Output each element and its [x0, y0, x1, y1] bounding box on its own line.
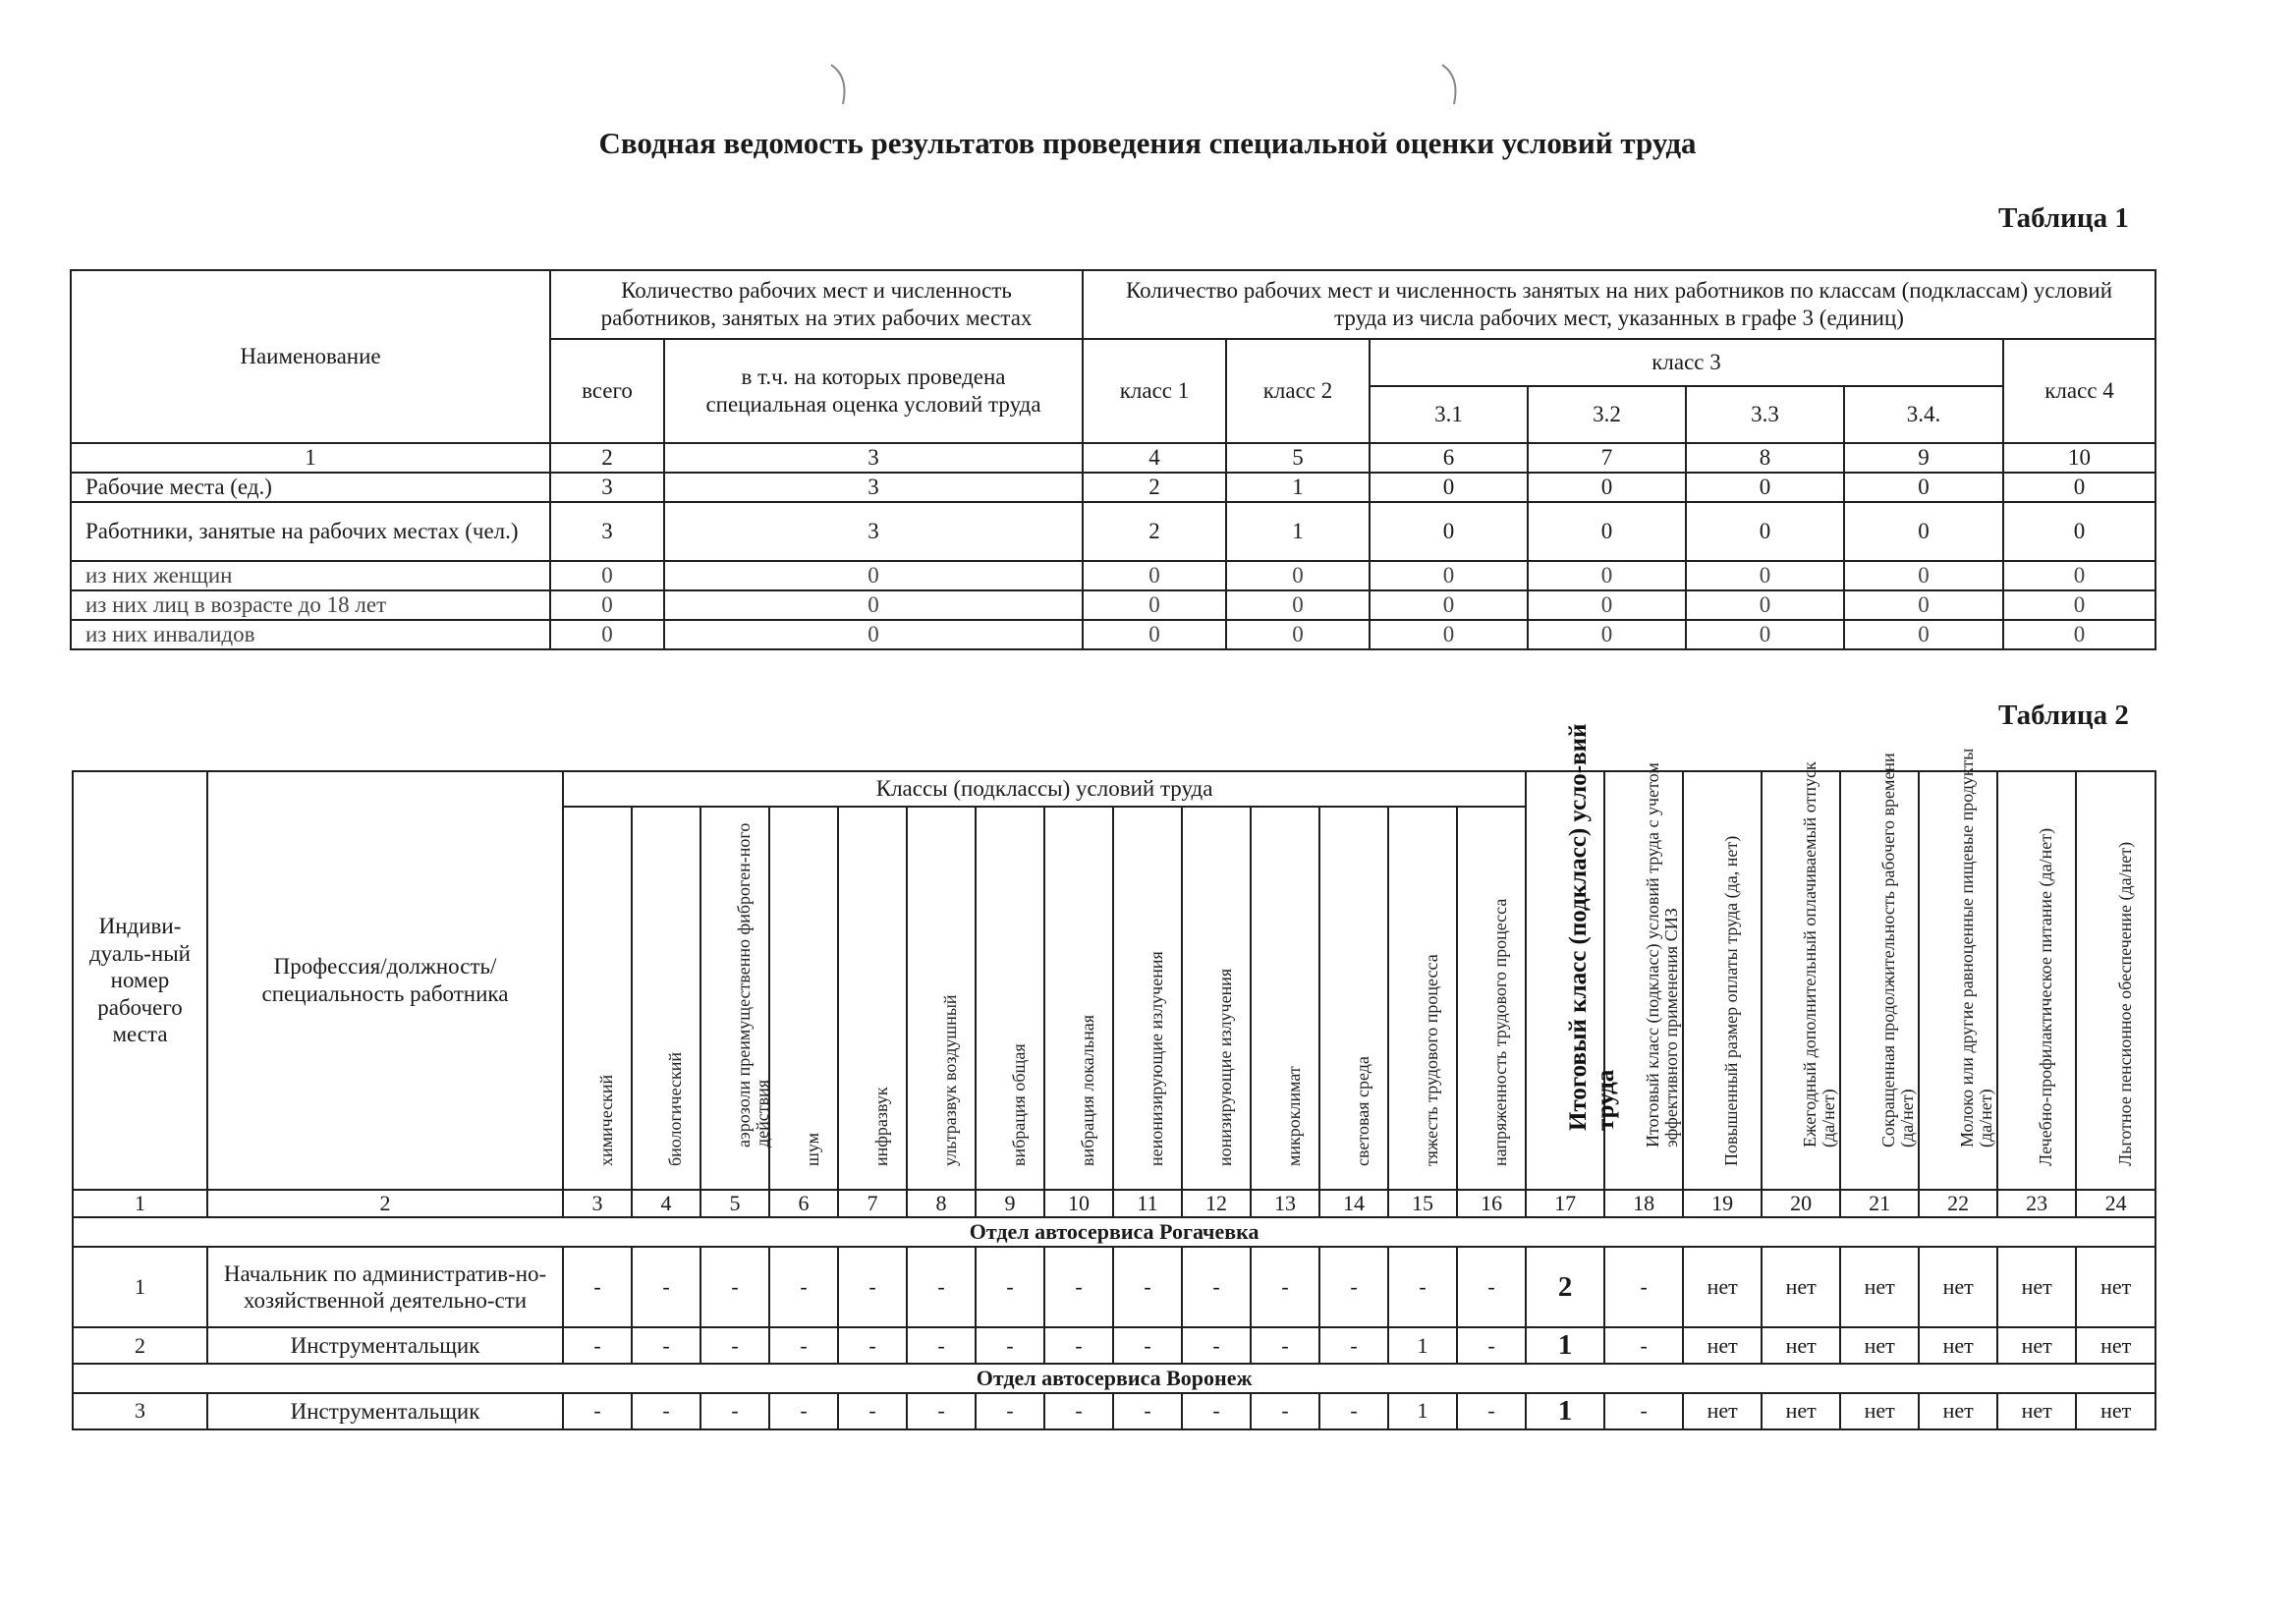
table-row — [73, 1327, 2155, 1364]
section-title: Отдел автосервиса Воронеж — [73, 1364, 2155, 1393]
benefit-value: нет — [2076, 1247, 2155, 1327]
benefit-label: Льготное пенсионное обеспечение (да/нет) — [2114, 841, 2135, 1167]
profession: Начальник по административ-но-хозяйственной деятельно-сти — [207, 1247, 563, 1327]
header-benefit-pension — [2076, 771, 2155, 1190]
cell: 3 — [664, 473, 1083, 502]
final-class: 1 — [1526, 1327, 1604, 1364]
cell: 0 — [2003, 620, 2155, 649]
cell: 0 — [664, 561, 1083, 590]
factor-label: биологический — [665, 1052, 685, 1167]
benefit-value: нет — [1762, 1247, 1840, 1327]
factor-class: - — [1457, 1327, 1526, 1364]
header-benefit-leave — [1762, 761, 1840, 1190]
factor-class: - — [1319, 1327, 1388, 1364]
header-sub-3-1: 3.1 — [1370, 386, 1528, 443]
header-factor — [632, 807, 700, 1190]
final-class-siz: - — [1604, 1393, 1683, 1429]
column-numbers-row — [71, 443, 2155, 473]
header-sub-3-2: 3.2 — [1528, 386, 1686, 443]
col-num: 6 — [769, 1190, 838, 1217]
workplace-id: 1 — [73, 1247, 207, 1327]
table-row — [71, 561, 2155, 590]
cell: 2 — [1083, 502, 1226, 561]
col-num: 17 — [1526, 1190, 1604, 1217]
factor-class: - — [1251, 1327, 1319, 1364]
cell: 1 — [1226, 502, 1370, 561]
factor-class: - — [700, 1393, 769, 1429]
table2-label: Таблица 2 — [1998, 700, 2129, 731]
factor-class: - — [769, 1327, 838, 1364]
section-row — [73, 1364, 2155, 1393]
col-num: 9 — [1844, 443, 2003, 473]
factor-class: - — [907, 1247, 976, 1327]
header-final-class-siz — [1604, 762, 1683, 1190]
cell: 0 — [1686, 561, 1844, 590]
col-num: 20 — [1762, 1190, 1840, 1217]
factor-class: - — [700, 1247, 769, 1327]
header-factor — [700, 807, 772, 1190]
benefit-value: нет — [1683, 1393, 1762, 1429]
factor-class: - — [1319, 1393, 1388, 1429]
factor-class: - — [907, 1393, 976, 1429]
cell: 0 — [1370, 473, 1528, 502]
factor-class: - — [1182, 1393, 1251, 1429]
header-group2: Количество рабочих мест и численность занятых на них работников по классам (подклассам) условий труда из числа рабочих мест, указанных в графе 3 (единиц) — [1083, 270, 2155, 339]
factor-class: - — [1044, 1327, 1113, 1364]
benefit-value: нет — [1997, 1327, 2076, 1364]
final-class: 1 — [1526, 1393, 1604, 1429]
col-num: 1 — [71, 443, 550, 473]
factor-class: 1 — [1388, 1327, 1457, 1364]
col-num: 16 — [1457, 1190, 1526, 1217]
factor-class: - — [907, 1327, 976, 1364]
factor-class: - — [1044, 1247, 1113, 1327]
factor-class: - — [1182, 1327, 1251, 1364]
benefit-value: нет — [1840, 1393, 1919, 1429]
header-class3: класс 3 — [1370, 339, 2003, 386]
cell: 0 — [1226, 561, 1370, 590]
cell: 0 — [550, 590, 664, 620]
cell: 0 — [550, 561, 664, 590]
col-num: 4 — [1083, 443, 1226, 473]
col-num: 13 — [1251, 1190, 1319, 1217]
col-num: 3 — [664, 443, 1083, 473]
col-num: 14 — [1319, 1190, 1388, 1217]
benefit-label: Повышенный размер оплаты труда (да, нет) — [1721, 835, 1742, 1167]
factor-class: - — [1457, 1393, 1526, 1429]
column-numbers-row — [73, 1190, 2155, 1217]
header-name: Наименование — [71, 270, 550, 443]
header-factor — [907, 807, 976, 1190]
factor-label: неионизирующие излучения — [1147, 951, 1166, 1167]
final-class-siz-label: Итоговый класс (подкласс) условий труда с учетом эффективного применения СИЗ — [1643, 762, 1682, 1148]
factor-class: - — [976, 1393, 1044, 1429]
final-class: 2 — [1526, 1247, 1604, 1327]
scan-mark — [1436, 61, 1466, 110]
cell: 0 — [1686, 620, 1844, 649]
header-classes: Классы (подклассы) условий труда — [563, 771, 1526, 807]
section-title: Отдел автосервиса Рогачевка — [73, 1217, 2155, 1247]
cell: 0 — [550, 620, 664, 649]
col-num: 5 — [700, 1190, 769, 1217]
cell: 0 — [2003, 561, 2155, 590]
factor-label: микроклимат — [1284, 1066, 1304, 1167]
header-factor — [769, 807, 838, 1190]
benefit-value: нет — [1840, 1327, 1919, 1364]
factor-label: ультразвук воздушный — [940, 994, 960, 1167]
factor-label: вибрация общая — [1009, 1043, 1029, 1167]
section-row — [73, 1217, 2155, 1247]
cell: 0 — [1370, 620, 1528, 649]
col-num: 8 — [1686, 443, 1844, 473]
header-benefit-pay — [1683, 771, 1762, 1190]
benefit-value: нет — [1919, 1247, 1997, 1327]
table-row — [71, 590, 2155, 620]
cell: 0 — [1226, 590, 1370, 620]
row-label: из них женщин — [71, 561, 550, 590]
col-num: 4 — [632, 1190, 700, 1217]
col-num: 24 — [2076, 1190, 2155, 1217]
header-benefit-milk — [1919, 748, 1997, 1190]
col-num: 3 — [563, 1190, 632, 1217]
benefit-value: нет — [1997, 1393, 2076, 1429]
col-num: 12 — [1182, 1190, 1251, 1217]
benefit-value: нет — [1997, 1247, 2076, 1327]
cell: 0 — [2003, 502, 2155, 561]
cell: 0 — [2003, 590, 2155, 620]
factor-label: шум — [803, 1133, 822, 1167]
cell: 1 — [1226, 473, 1370, 502]
scan-mark — [825, 61, 855, 110]
factor-label: аэрозоли преимущественно фиброген-ного действия — [734, 822, 772, 1148]
col-num: 6 — [1370, 443, 1528, 473]
header-factor — [1319, 807, 1388, 1190]
header-final-class — [1526, 723, 1619, 1190]
factor-class: - — [1388, 1247, 1457, 1327]
table-row — [71, 473, 2155, 502]
factor-class: - — [976, 1247, 1044, 1327]
factor-class: - — [632, 1393, 700, 1429]
cell: 0 — [1844, 502, 2003, 561]
final-class-siz: - — [1604, 1327, 1683, 1364]
factor-class: - — [1182, 1247, 1251, 1327]
benefit-value: нет — [1919, 1327, 1997, 1364]
cell: 0 — [1686, 590, 1844, 620]
col-num: 9 — [976, 1190, 1044, 1217]
factor-class: - — [838, 1327, 907, 1364]
col-num: 8 — [907, 1190, 976, 1217]
factor-class: - — [1113, 1327, 1182, 1364]
header-assessed: в т.ч. на которых проведена специальная оценка условий труда — [664, 339, 1083, 443]
cell: 3 — [550, 473, 664, 502]
header-factor — [1182, 807, 1251, 1190]
cell: 0 — [1528, 620, 1686, 649]
factor-class: - — [1044, 1393, 1113, 1429]
summary-table — [70, 269, 2156, 650]
benefit-value: нет — [2076, 1393, 2155, 1429]
final-class-siz: - — [1604, 1247, 1683, 1327]
factor-class: - — [1251, 1393, 1319, 1429]
cell: 0 — [1686, 473, 1844, 502]
benefit-label: Сокращенная продолжительность рабочего времени (да/нет) — [1878, 753, 1918, 1148]
cell: 0 — [1083, 590, 1226, 620]
table-row — [73, 1393, 2155, 1429]
factor-class: - — [769, 1247, 838, 1327]
factor-class: - — [769, 1393, 838, 1429]
benefit-value: нет — [2076, 1327, 2155, 1364]
cell: 0 — [1083, 561, 1226, 590]
benefit-value: нет — [1683, 1247, 1762, 1327]
factor-class: - — [976, 1327, 1044, 1364]
header-workplace-id: Индиви-дуаль-ный номер рабочего места — [73, 771, 207, 1190]
header-factor — [838, 807, 907, 1190]
table-row — [73, 1247, 2155, 1327]
header-class2: класс 2 — [1226, 339, 1370, 443]
header-group1: Количество рабочих мест и численность работников, занятых на этих рабочих местах — [550, 270, 1083, 339]
header-factor — [1388, 807, 1457, 1190]
header-benefit-food — [1997, 771, 2076, 1190]
cell: 0 — [1528, 473, 1686, 502]
cell: 0 — [1844, 590, 2003, 620]
page-title: Сводная ведомость результатов проведения специальной оценки условий труда — [598, 126, 1697, 160]
factor-label: напряженность трудового процесса — [1490, 898, 1511, 1167]
benefit-label: Ежегодный дополнительный оплачиваемый отпуск (да/нет) — [1800, 761, 1839, 1148]
benefit-value: нет — [1762, 1327, 1840, 1364]
table1-label: Таблица 1 — [1998, 202, 2129, 234]
cell: 0 — [2003, 473, 2155, 502]
final-class-label: Итоговый класс (подкласс) усло-вий труда — [1565, 723, 1619, 1131]
factor-class: - — [1457, 1247, 1526, 1327]
factor-class: 1 — [1388, 1393, 1457, 1429]
header-sub-3-3: 3.3 — [1686, 386, 1844, 443]
header-factor — [1113, 807, 1182, 1190]
col-num: 10 — [2003, 443, 2155, 473]
cell: 0 — [1528, 502, 1686, 561]
factor-label: вибрация локальная — [1078, 1015, 1097, 1167]
benefit-value: нет — [1919, 1393, 1997, 1429]
factor-label: световая среда — [1353, 1056, 1372, 1167]
table-row — [71, 502, 2155, 561]
benefit-label: Молоко или другие равноценные пищевые продукты (да/нет) — [1957, 748, 1996, 1148]
cell: 0 — [1083, 620, 1226, 649]
factor-class: - — [838, 1247, 907, 1327]
header-sub-3-4: 3.4. — [1844, 386, 2003, 443]
workplace-id: 3 — [73, 1393, 207, 1429]
header-factor — [1044, 807, 1113, 1190]
cell: 0 — [664, 620, 1083, 649]
factor-label: тяжесть трудового процесса — [1422, 954, 1441, 1167]
assessment-table-body — [73, 1217, 2155, 1429]
factor-label: химический — [596, 1074, 616, 1167]
workplace-id: 2 — [73, 1327, 207, 1364]
factor-class: - — [563, 1327, 632, 1364]
header-factor — [563, 807, 632, 1190]
cell: 0 — [1528, 561, 1686, 590]
header-benefit-hours — [1840, 753, 1919, 1190]
cell: 3 — [664, 502, 1083, 561]
profession: Инструментальщик — [207, 1393, 563, 1429]
assessment-table — [72, 723, 2156, 1430]
col-num: 2 — [207, 1190, 563, 1217]
col-num: 22 — [1919, 1190, 1997, 1217]
col-num: 10 — [1044, 1190, 1113, 1217]
row-label: Работники, занятые на рабочих местах (чел.) — [71, 502, 550, 561]
cell: 0 — [1226, 620, 1370, 649]
row-label: Рабочие места (ед.) — [71, 473, 550, 502]
benefit-value: нет — [1762, 1393, 1840, 1429]
factor-class: - — [632, 1247, 700, 1327]
cell: 0 — [1370, 502, 1528, 561]
row-label: из них лиц в возрасте до 18 лет — [71, 590, 550, 620]
factor-class: - — [1113, 1247, 1182, 1327]
cell: 0 — [1370, 561, 1528, 590]
col-num: 7 — [838, 1190, 907, 1217]
factor-class: - — [632, 1327, 700, 1364]
benefit-value: нет — [1683, 1327, 1762, 1364]
factor-class: - — [1251, 1247, 1319, 1327]
cell: 3 — [550, 502, 664, 561]
row-label: из них инвалидов — [71, 620, 550, 649]
header-class1: класс 1 — [1083, 339, 1226, 443]
col-num: 15 — [1388, 1190, 1457, 1217]
col-num: 18 — [1604, 1190, 1683, 1217]
col-num: 7 — [1528, 443, 1686, 473]
header-total: всего — [550, 339, 664, 443]
header-class4: класс 4 — [2003, 339, 2155, 443]
benefit-value: нет — [1840, 1247, 1919, 1327]
col-num: 11 — [1113, 1190, 1182, 1217]
factor-class: - — [838, 1393, 907, 1429]
table-row — [71, 620, 2155, 649]
factor-class: - — [1319, 1247, 1388, 1327]
factor-class: - — [700, 1327, 769, 1364]
col-num: 23 — [1997, 1190, 2076, 1217]
col-num: 21 — [1840, 1190, 1919, 1217]
col-num: 2 — [550, 443, 664, 473]
header-factor — [976, 807, 1044, 1190]
header-factor — [1251, 807, 1319, 1190]
cell: 0 — [1844, 561, 2003, 590]
factor-class: - — [563, 1247, 632, 1327]
col-num: 1 — [73, 1190, 207, 1217]
profession: Инструментальщик — [207, 1327, 563, 1364]
cell: 0 — [1686, 502, 1844, 561]
header-profession: Профессия/должность/ специальность работника — [207, 771, 563, 1190]
benefit-label: Лечебно-профилактическое питание (да/нет) — [2036, 828, 2056, 1167]
cell: 0 — [1370, 590, 1528, 620]
cell: 0 — [1844, 620, 2003, 649]
cell: 0 — [1528, 590, 1686, 620]
factor-class: - — [1113, 1393, 1182, 1429]
cell: 0 — [1844, 473, 2003, 502]
factor-class: - — [563, 1393, 632, 1429]
factor-label: ионизирующие излучения — [1215, 968, 1235, 1167]
cell: 0 — [664, 590, 1083, 620]
header-factor — [1457, 807, 1526, 1190]
cell: 2 — [1083, 473, 1226, 502]
col-num: 5 — [1226, 443, 1370, 473]
col-num: 19 — [1683, 1190, 1762, 1217]
factor-label: инфразвук — [871, 1087, 891, 1167]
